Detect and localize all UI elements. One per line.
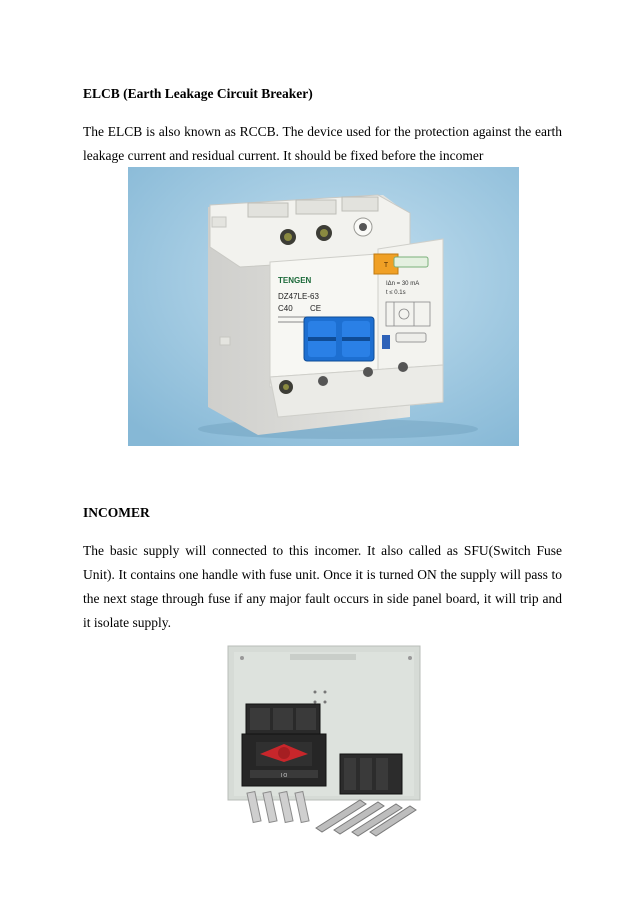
svg-text:I O: I O: [280, 773, 288, 779]
svg-text:TENGEN: TENGEN: [278, 276, 312, 285]
svg-text:C40: C40: [278, 304, 293, 313]
incomer-photo: [220, 642, 426, 838]
section-heading-incomer: INCOMER: [83, 505, 150, 520]
elcb-photo: [128, 167, 519, 446]
svg-text:DZ47LE-63: DZ47LE-63: [278, 292, 319, 301]
svg-text:T: T: [383, 262, 389, 269]
svg-text:t ≤ 0.1s: t ≤ 0.1s: [386, 290, 406, 296]
svg-text:IΔn = 30 mA: IΔn = 30 mA: [386, 281, 420, 287]
section-heading-elcb: ELCB (Earth Leakage Circuit Breaker): [83, 86, 313, 101]
section-paragraph-incomer: The basic supply will connected to this incomer. It also called as SFU(Switch Fuse Unit). It contains one handle with fuse unit. Once it is turned ON the supply will pass to the next stage through fuse if any major fault occurs in side panel board, it will trip and it isolate supply.: [83, 543, 562, 630]
section-paragraph-elcb: The ELCB is also known as RCCB. The device used for the protection against the earth leakage current and residual current. It should be fixed before the incomer: [83, 124, 562, 163]
svg-text:CE: CE: [310, 304, 322, 313]
